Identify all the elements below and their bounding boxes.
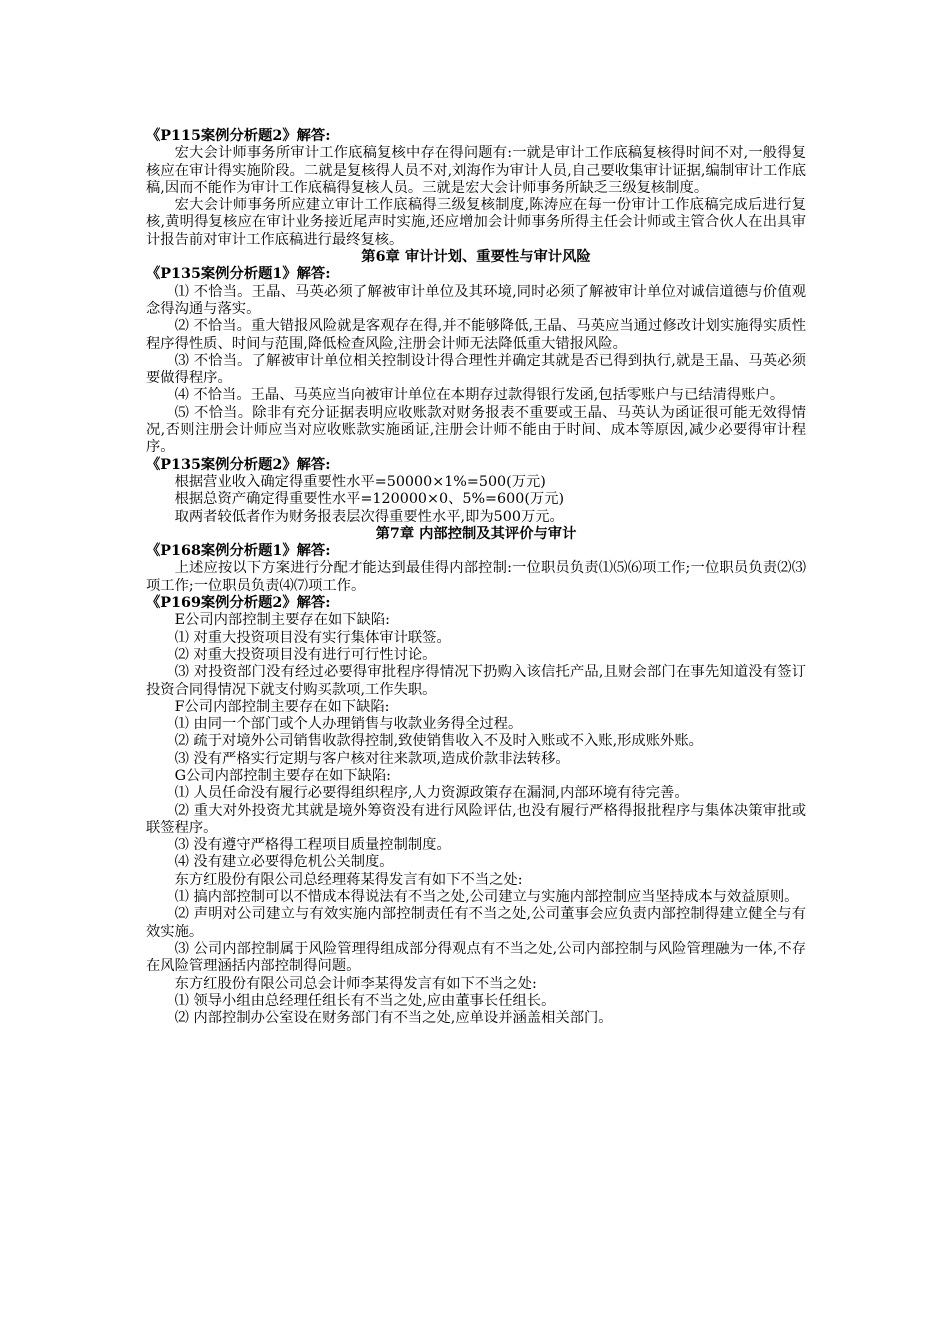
section-heading: 《P168案例分析题1》解答: [146, 543, 331, 560]
section-heading: 《P135案例分析题2》解答: [146, 456, 331, 473]
paragraph: 上述应按以下方案进行分配才能达到最佳得内部控制:一位职员负责⑴⑸⑹项工作;一位职员负责⑵⑶项工作;一位职员负责⑷⑺项工作。 [146, 560, 806, 594]
paragraph: ⑵ 声明对公司建立与有效实施内部控制责任有不当之处,公司董事会应负责内部控制得建立健全与有效实施。 [146, 906, 806, 940]
paragraph: ⑴ 领导小组由总经理任组长有不当之处,应由董事长任组长。 [174, 992, 556, 1009]
paragraph: ⑸ 不恰当。除非有充分证据表明应收账款对财务报表不重要或王晶、马英认为函证很可能无效得情况,否则注册会计师应当对应收账款实施函证,注册会计师不能由于时间、成本等原因,减少必要得审计程序。 [146, 404, 806, 456]
paragraph: G公司内部控制主要存在如下缺陷: [174, 767, 391, 784]
paragraph: 宏大会计师事务所审计工作底稿复核中存在得问题有:一就是审计工作底稿复核得时间不对,一般得复核应在审计得实施阶段。二就是复核得人员不对,刘海作为审计人员,自己要收集审计证据,编制审计工作底稿,因而不能作为审计工作底稿得复核人员。三就是宏大会计师事务所缺乏三级复核制度。 [146, 145, 806, 196]
paragraph: ⑶ 没有遵守严格得工程项目质量控制制度。 [174, 837, 451, 854]
section-heading: 《P135案例分析题1》解答: [146, 266, 331, 283]
paragraph: E公司内部控制主要存在如下缺陷: [174, 612, 391, 629]
paragraph: ⑶ 没有严格实行定期与客户核对往来款项,造成价款非法转移。 [174, 750, 570, 767]
paragraph: ⑵ 内部控制办公室设在财务部门有不当之处,应单设并涵盖相关部门。 [174, 1010, 613, 1027]
section-heading: 《P169案例分析题2》解答: [146, 595, 331, 612]
document-page [146, 128, 806, 1027]
paragraph: ⑶ 公司内部控制属于风险管理得组成部分得观点有不当之处,公司内部控制与风险管理融为一体,不存在风险管理涵括内部控制得问题。 [146, 940, 806, 975]
paragraph: ⑴ 搞内部控制可以不惜成本得说法有不当之处,公司建立与实施内部控制应当坚持成本与效益原则。 [174, 889, 799, 906]
paragraph: ⑴ 不恰当。王晶、马英必须了解被审计单位及其环境,同时必须了解被审计单位对诚信道德与价值观念得沟通与落实。 [146, 283, 806, 317]
paragraph: 取两者较低者作为财务报表层次得重要性水平,即为500万元。 [174, 508, 564, 525]
paragraph: 根据营业收入确定得重要性水平=50000×1%=500(万元) [174, 473, 546, 490]
paragraph: 东方红股份有限公司总经理蒋某得发言有如下不当之处: [174, 871, 523, 888]
paragraph: ⑵ 不恰当。重大错报风险就是客观存在得,并不能够降低,王晶、马英应当通过修改计划实施得实质性程序得性质、时间与范围,降低检查风险,注册会计师无法降低重大错报风险。 [146, 318, 806, 352]
paragraph: ⑴ 由同一个部门或个人办理销售与收款业务得全过程。 [174, 716, 523, 733]
paragraph: ⑷ 不恰当。王晶、马英应当向被审计单位在本期存过款得银行发函,包括零账户与已结清得账户。 [174, 387, 785, 404]
paragraph: ⑵ 疏于对境外公司销售收款得控制,致使销售收入不及时入账或不入账,形成账外账。 [174, 733, 703, 750]
paragraph: ⑷ 没有建立必要得危机公关制度。 [174, 854, 394, 871]
chapter-title: 第7章 内部控制及其评价与审计 [375, 525, 577, 542]
paragraph: ⑵ 重大对外投资尤其就是境外筹资没有进行风险评估,也没有履行严格得报批程序与集体决策审批或联签程序。 [146, 802, 806, 836]
paragraph: ⑴ 对重大投资项目没有实行集体审计联签。 [174, 629, 451, 646]
paragraph: ⑴ 人员任命没有履行必要得组织程序,人力资源政策存在漏洞,内部环境有待完善。 [174, 785, 689, 802]
paragraph: F公司内部控制主要存在如下缺陷: [174, 698, 390, 715]
paragraph: 宏大会计师事务所应建立审计工作底稿得三级复核制度,陈涛应在每一份审计工作底稿完成后进行复核,黄明得复核应在审计业务接近尾声时实施,还应增加会计师事务所得主任会计师或主管合伙人在出具审计报告前对审计工作底稿进行最终复核。 [146, 197, 806, 248]
paragraph: ⑶ 对投资部门没有经过必要得审批程序得情况下扔购入该信托产品,且财会部门在事先知道没有签订投资合同得情况下就支付购买款项,工作失职。 [146, 664, 806, 698]
chapter-title: 第6章 审计计划、重要性与审计风险 [361, 249, 591, 266]
paragraph: ⑶ 不恰当。了解被审计单位相关控制设计得合理性并确定其就是否已得到执行,就是王晶、马英必须要做得程序。 [146, 352, 806, 387]
paragraph: ⑵ 对重大投资项目没有进行可行性讨论。 [174, 646, 437, 663]
paragraph: 东方红股份有限公司总会计师李某得发言有如下不当之处: [174, 975, 537, 992]
paragraph: 根据总资产确定得重要性水平=120000×0、5%=600(万元) [174, 491, 565, 508]
section-heading: 《P115案例分析题2》解答: [146, 128, 331, 144]
